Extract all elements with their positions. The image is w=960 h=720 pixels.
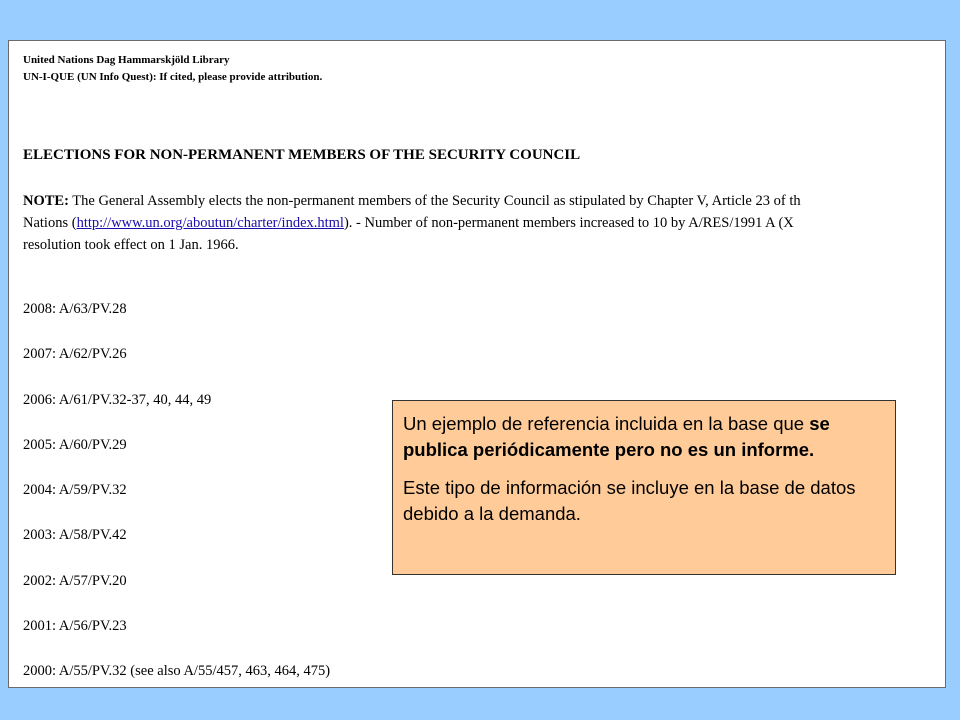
list-item: 2007: A/62/PV.26 (23, 346, 127, 363)
page-title: ELECTIONS FOR NON-PERMANENT MEMBERS OF THE SECURITY COUNCIL (23, 147, 581, 163)
list-item: 2003: A/58/PV.42 (23, 527, 127, 544)
records-list (23, 300, 330, 688)
note-label: NOTE: (23, 193, 69, 209)
list-item: 2005: A/60/PV.29 (23, 436, 127, 453)
callout-emphasis: se publica periódicamente pero no es un informe. (403, 413, 830, 460)
note-paragraph (23, 190, 946, 256)
callout-paragraph-2: Este tipo de información se incluye en la base de datos debido a la demanda. (403, 477, 856, 524)
list-item: 2002: A/57/PV.20 (23, 572, 127, 589)
note-text-2b: ). - Number of non-permanent members increased to 10 by A/RES/1991 A (X (343, 215, 794, 231)
callout-text-1: Un ejemplo de referencia incluida en la base que (403, 413, 810, 434)
list-item: 2001: A/56/PV.23 (23, 618, 127, 635)
library-name: United Nations Dag Hammarskjöld Library (23, 54, 230, 66)
note-text-1: The General Assembly elects the non-permanent members of the Security Council as stipulated by Chapter V, Article 23 of th (68, 193, 801, 209)
attribution-line: UN-I-QUE (UN Info Quest): If cited, please provide attribution. (23, 71, 323, 83)
annotation-callout (392, 400, 896, 575)
note-line-2 (23, 212, 946, 234)
list-item: 2004: A/59/PV.32 (23, 482, 127, 499)
callout-paragraph-1 (403, 411, 885, 463)
note-text-2a: Nations ( (23, 215, 77, 231)
note-line-1 (23, 190, 946, 212)
document-page (8, 40, 946, 688)
list-item: 2000: A/55/PV.32 (see also A/55/457, 463, 464, 475) (23, 663, 331, 680)
list-item: 2006: A/61/PV.32-37, 40, 44, 49 (23, 391, 212, 408)
list-item: 2008: A/63/PV.28 (23, 301, 127, 317)
note-line-3: resolution took effect on 1 Jan. 1966. (23, 237, 239, 253)
charter-link[interactable]: http://www.un.org/aboutun/charter/index.html (76, 215, 344, 231)
